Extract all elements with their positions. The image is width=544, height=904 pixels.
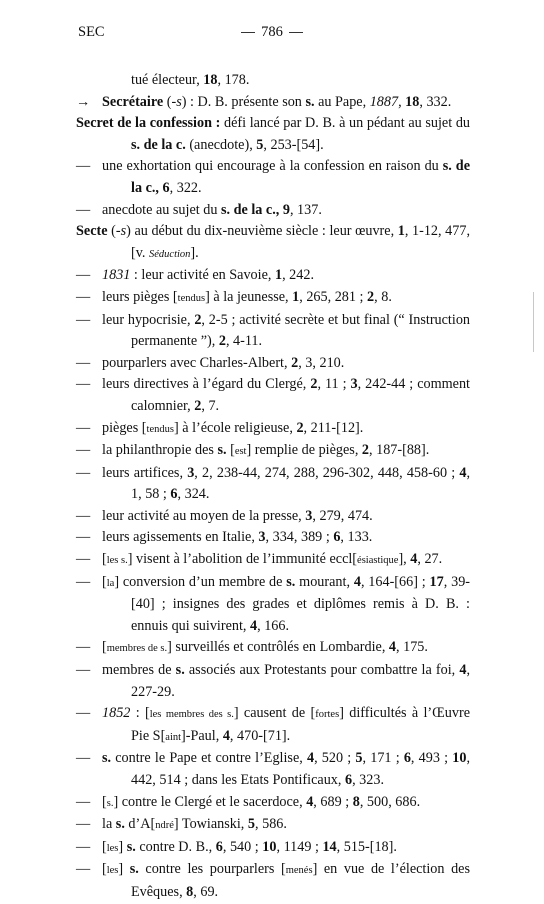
entry-text: , 175.: [396, 639, 428, 656]
entry-text: , 265, 281 ;: [299, 288, 368, 305]
entry-text: les membres des s.: [149, 709, 234, 721]
entry-text: , 520 ;: [314, 750, 356, 767]
entry-text: : leur activité en Savoie,: [130, 267, 275, 284]
entry-text: , 540 ;: [222, 838, 263, 855]
dash-marker: [76, 265, 102, 287]
entry-text: 4: [306, 750, 315, 767]
entry-text: contre les pourparlers [: [138, 861, 286, 878]
entry-text: [: [102, 861, 107, 878]
entry-text: 8: [186, 883, 194, 900]
entry-text: s.: [217, 442, 227, 459]
entry-text: les: [106, 842, 119, 854]
entry-text: est: [234, 446, 247, 458]
entry-text: 2: [218, 333, 226, 350]
page-number-header: [0, 24, 544, 41]
entry-text: (: [107, 223, 116, 240]
entry-text: ]: [118, 861, 130, 878]
entry-text: , 1, 58 ;: [131, 464, 470, 503]
entry-text: pièges [: [102, 419, 147, 436]
index-entry: [76, 463, 470, 506]
entry-text: aint: [165, 731, 182, 743]
entry-text: , 7.: [201, 397, 220, 414]
dash-marker: [76, 418, 102, 440]
index-entry: [76, 748, 470, 791]
entry-text: s.: [175, 662, 185, 679]
entry-text: ]: [118, 838, 127, 855]
index-entry: [76, 572, 470, 638]
entry-text: , 69.: [193, 883, 219, 900]
entry-text: 2: [367, 288, 375, 305]
entry-text: 17: [429, 573, 444, 590]
entry-text: la: [102, 816, 116, 833]
entry-text: la philanthropie des: [102, 442, 218, 459]
entry-text: ] à la jeunesse,: [205, 288, 293, 305]
entry-text: 1: [274, 267, 283, 284]
entry-text: 8: [352, 793, 360, 810]
entry-text: ] Towianski,: [173, 816, 248, 833]
entry-text: (: [163, 93, 172, 110]
entry-text: [: [102, 639, 107, 656]
index-entry: [76, 374, 470, 417]
index-entry: [76, 200, 470, 222]
entry-text: s.: [305, 93, 315, 110]
entry-text: membres de: [102, 662, 176, 679]
entry-text: anecdote au sujet du: [102, 201, 221, 218]
entry-text: leurs agissements en Italie,: [102, 529, 259, 546]
entry-text: , 137.: [289, 201, 322, 218]
entry-text: 2: [194, 397, 202, 414]
dash-marker: [76, 637, 102, 659]
index-entry: [76, 92, 470, 114]
entry-text: , 253-[54].: [263, 136, 324, 153]
entry-text: 1887: [369, 93, 399, 110]
entry-text: 5: [256, 136, 264, 153]
index-entry: [76, 527, 470, 549]
entry-text: , 324.: [177, 486, 210, 503]
entry-text: , 323.: [352, 772, 384, 788]
index-entry: [76, 859, 470, 903]
index-entry: [76, 637, 470, 660]
index-entry: [76, 837, 470, 860]
entry-text: 1: [292, 288, 300, 305]
entry-text: ] difficultés à l’Œuvre Pie S[: [131, 705, 470, 744]
entry-text: 6: [333, 529, 341, 546]
entry-text: : [: [130, 705, 150, 722]
entry-text: [: [226, 442, 235, 459]
entry-text: 6: [403, 750, 411, 767]
entry-text: 3: [305, 507, 313, 524]
entry-text: 6: [215, 838, 223, 855]
entry-text: membres de s.: [106, 643, 168, 655]
entry-text: 3: [187, 464, 195, 481]
entry-text: s.: [102, 750, 112, 767]
entry-text: 6: [344, 772, 353, 788]
dash-marker: [76, 463, 102, 485]
entry-text: Séduction: [149, 248, 191, 260]
dash-marker: [76, 310, 102, 332]
dash-marker: [76, 748, 102, 770]
entry-text: s. de la c., 6: [131, 158, 470, 196]
entry-text: , 8.: [374, 288, 392, 305]
entry-text: 5: [355, 750, 363, 767]
entry-text: Secret de la confession :: [76, 115, 221, 132]
entry-text: ] contre le Clergé et le sacerdoce,: [113, 793, 307, 810]
entry-text: menés: [285, 865, 313, 877]
entry-text: , 586.: [255, 816, 287, 833]
entry-text: -s: [171, 93, 182, 110]
index-entry: [76, 814, 470, 837]
entry-text: , 500, 686.: [359, 793, 421, 810]
entry-text: 4: [459, 464, 467, 481]
entry-text: , 227-29.: [131, 662, 470, 700]
entry-text: Secrétaire: [102, 93, 164, 110]
entry-text: ] à l’école religieuse,: [173, 419, 297, 436]
dash-marker: [76, 200, 102, 222]
entry-text: , 322.: [169, 179, 202, 196]
entry-text: ) : D. B. présente son: [181, 93, 306, 110]
entry-text: ) au début du dix-neuvième siècle : leur œuvre,: [126, 223, 398, 240]
entry-text: (anecdote),: [185, 136, 257, 153]
page-number: 786: [261, 24, 283, 40]
entry-text: 4: [410, 551, 418, 568]
entry-text: fortes: [315, 709, 340, 721]
entry-text: , 3, 210.: [298, 354, 345, 371]
entry-text: les: [106, 865, 119, 877]
entry-text: , 164-[66] ;: [360, 573, 430, 590]
entry-text: , 442, 514 ; dans les Etats Pontificaux,: [131, 750, 470, 788]
entry-text: s. de la c., 9: [220, 201, 290, 218]
index-entry: [76, 221, 470, 265]
index-entry: [76, 703, 470, 748]
entry-text: , 166.: [257, 617, 290, 634]
entry-text: s.: [126, 838, 136, 855]
entry-text: , 334, 389 ;: [265, 529, 334, 546]
entry-text: ] remplie de pièges,: [246, 442, 362, 459]
entry-text: associés aux Protestants pour combattre la foi,: [184, 662, 460, 679]
entry-text: 2: [194, 311, 202, 328]
entry-text: , 689 ;: [313, 793, 353, 810]
entry-text: , 133.: [340, 529, 373, 546]
entry-text: 2: [291, 354, 299, 371]
entry-text: mourant,: [295, 573, 354, 590]
index-entry: [76, 287, 470, 310]
entry-text: 4: [306, 793, 314, 810]
entry-text: [: [102, 551, 107, 568]
entry-text: , 11 ;: [317, 376, 351, 393]
running-head: SEC: [78, 24, 105, 40]
index-entry: [76, 156, 470, 199]
entry-text: , 187-[88].: [369, 442, 430, 459]
dash-marker: [76, 353, 102, 375]
entry-text: leur activité au moyen de la presse,: [102, 507, 306, 524]
entry-text: 4: [388, 639, 397, 656]
entry-text: , 242-44 ; comment calomnier,: [131, 376, 471, 414]
dash-left-decoration: [241, 32, 255, 33]
entry-text: contre le Pape et contre l’Eglise,: [111, 750, 307, 767]
entry-text: ] en vue de l’élection des Evêques,: [131, 861, 470, 900]
entry-text: 6: [170, 486, 178, 503]
dash-marker: [76, 156, 102, 178]
index-entry: [76, 660, 470, 703]
entry-text: , 211-[12].: [303, 419, 364, 436]
dash-marker: [76, 572, 102, 594]
dash-marker: [76, 549, 102, 571]
entry-text: ndré: [155, 820, 174, 832]
entry-text: au Pape,: [314, 93, 370, 110]
entry-text: les s.: [106, 555, 128, 567]
entry-text: s.: [115, 816, 125, 833]
entry-text: s. de la c.: [131, 136, 186, 153]
entry-text: s.: [286, 573, 296, 590]
entry-text: Secte: [76, 223, 108, 240]
margin-mark: [533, 292, 534, 352]
entry-text: 4: [459, 662, 467, 679]
entry-text: 3: [350, 376, 358, 393]
dash-marker: [76, 837, 102, 859]
entry-text: s.: [106, 797, 114, 809]
dash-marker: [76, 859, 102, 881]
entry-text: 4: [250, 617, 258, 634]
index-entry: [76, 70, 470, 92]
entry-text: [: [102, 793, 107, 810]
dash-marker: [76, 703, 102, 725]
entry-text: 2: [310, 376, 318, 393]
entry-text: , 279, 474.: [312, 507, 373, 524]
index-entry: [76, 418, 470, 441]
entry-text: 10: [452, 750, 467, 767]
entry-text: 18: [405, 93, 420, 110]
index-entry: [76, 440, 470, 463]
arrow-icon: [76, 92, 102, 114]
entry-text: 1: [397, 223, 405, 240]
entry-text: , 332.: [419, 93, 452, 110]
entry-text: ],: [398, 551, 411, 568]
index-entry: [76, 792, 470, 815]
entry-text: 4: [353, 573, 361, 590]
entry-text: leurs directives à l’égard du Clergé,: [102, 376, 311, 393]
entry-text: ] surveillés et contrôlés en Lombardie,: [167, 639, 389, 656]
entry-text: 2: [296, 419, 304, 436]
entry-text: , 171 ;: [362, 750, 404, 767]
index-entry: [76, 265, 470, 287]
entry-text: pourparlers avec Charles-Albert,: [102, 354, 292, 371]
dash-marker: [76, 814, 102, 836]
entry-text: leurs pièges [: [102, 288, 178, 305]
entry-text: , 470-[71].: [229, 727, 291, 744]
entry-text: s.: [129, 861, 139, 878]
dash-marker: [76, 792, 102, 814]
entry-text: 2: [361, 442, 370, 459]
entry-text: ] conversion d’un membre de: [114, 573, 287, 590]
index-entry: [76, 113, 470, 156]
entry-text: contre D. B.,: [135, 838, 216, 855]
entry-text: la: [106, 577, 115, 589]
entry-text: , 493 ;: [410, 750, 453, 767]
entry-text: , 39-[40] ; insignes des grades et diplômes remis à D. B. : ennuis qui suivirent,: [131, 573, 471, 634]
entry-text: , 1149 ;: [276, 838, 323, 855]
dash-marker: [76, 374, 102, 396]
dash-right-decoration: [289, 32, 303, 33]
entry-text: 14: [322, 838, 337, 855]
entry-text: [: [102, 838, 107, 855]
dash-marker: [76, 660, 102, 682]
entry-text: -s: [115, 223, 127, 240]
entry-text: , 2, 238-44, 274, 288, 296-302, 448, 458-60 ;: [194, 464, 460, 481]
entry-text: , 2-5 ; activité secrète et but final (“ Instruction permanente ”),: [131, 311, 471, 350]
dash-marker: [76, 506, 102, 528]
entry-text: 10: [262, 838, 277, 855]
entry-text: une exhortation qui encourage à la confession en raison du: [102, 158, 443, 175]
entry-text: leurs artifices,: [102, 464, 188, 481]
entry-text: tendus: [146, 423, 174, 435]
entry-text: , 4-11.: [225, 333, 263, 350]
entry-text: ].: [190, 244, 199, 261]
entry-text: ] causent de [: [233, 705, 316, 722]
entry-text: 1831: [102, 267, 131, 284]
entry-text: ,: [398, 93, 406, 110]
index-entry: [76, 506, 470, 528]
entry-text: d’A[: [124, 816, 156, 833]
dash-marker: [76, 287, 102, 309]
entry-text: , 27.: [417, 551, 443, 568]
entry-text: défi lancé par D. B. à un pédant au sujet du: [220, 115, 471, 132]
index-entry: [76, 353, 470, 375]
entry-text: , 242.: [282, 267, 314, 284]
entry-text: 18: [203, 72, 218, 88]
entry-text: 4: [222, 727, 230, 744]
dash-marker: [76, 440, 102, 462]
entry-text: tendus: [177, 292, 206, 304]
index-entries: [76, 70, 470, 904]
entry-text: , 515-[18].: [336, 838, 397, 855]
entry-text: , 1-12, 477, [v.: [131, 223, 470, 261]
entry-text: leur hypocrisie,: [102, 311, 195, 328]
entry-text: ] visent à l’abolition de l’immunité eccl[: [127, 551, 358, 568]
entry-text: 5: [247, 816, 255, 833]
entry-text: [: [102, 573, 107, 590]
entry-text: , 178.: [217, 72, 250, 88]
dash-marker: [76, 527, 102, 549]
entry-text: 3: [258, 529, 266, 546]
entry-text: tué électeur,: [131, 72, 204, 88]
entry-text: ]-Paul,: [181, 727, 223, 744]
entry-text: ésiastique: [357, 555, 399, 567]
index-entry: [76, 549, 470, 572]
index-entry: [76, 310, 470, 353]
entry-text: 1852: [102, 705, 131, 722]
